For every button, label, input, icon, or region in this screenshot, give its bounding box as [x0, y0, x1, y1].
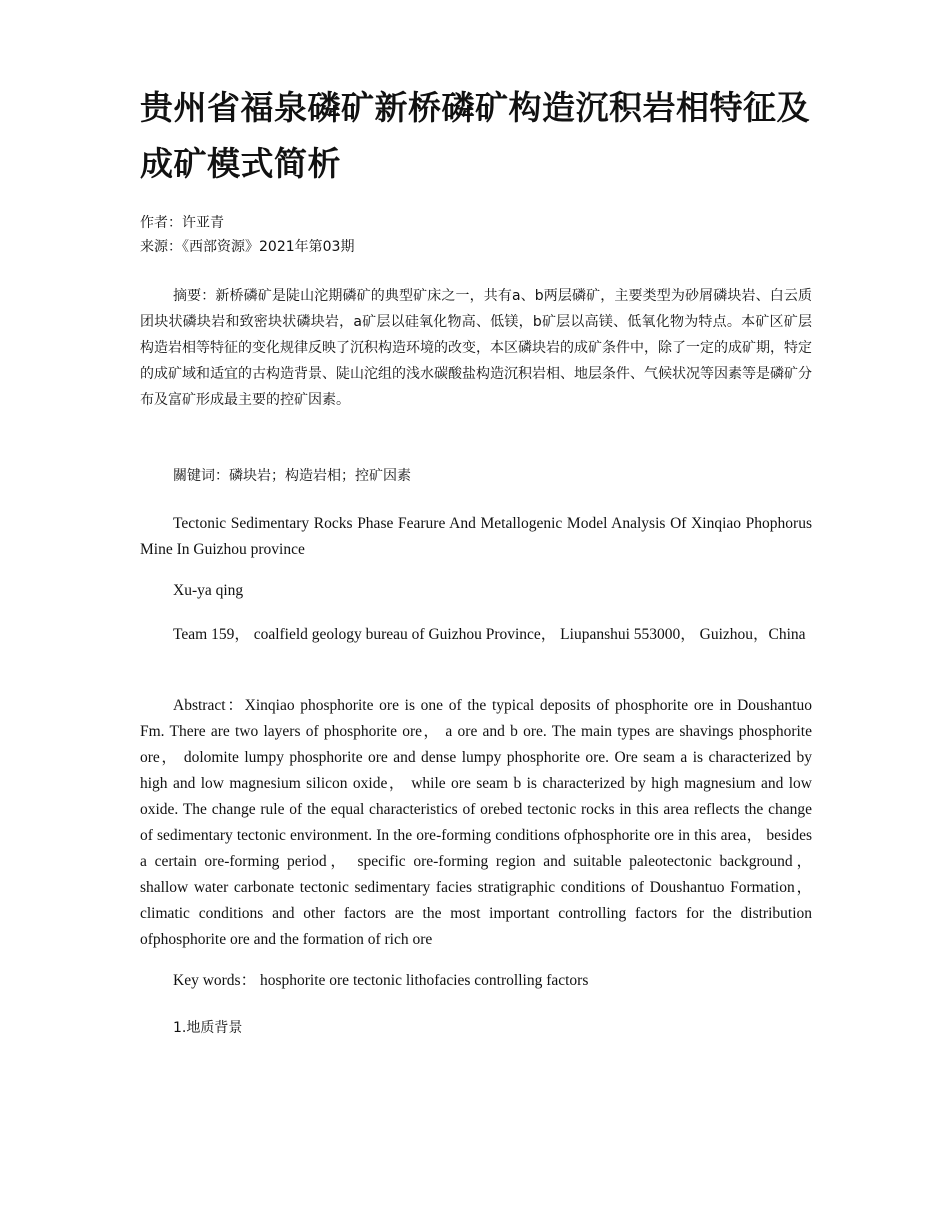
article-meta: [140, 211, 354, 259]
english-affiliation: Team 159， coalfield geology bureau of Guizhou Province， Liupanshui 553000， Guizhou，China: [173, 626, 806, 643]
abstract-english: Abstract：Xinqiao phosphorite ore is one of the typical deposits of phosphorite ore in Doushantuo Fm. There are two layers of phosphorite ore， a ore and b ore. The main types are shavings phosphorite ore， dolomite lumpy phosphorite ore and dense lumpy phosphorite ore. Ore seam a is characterized by high and low magnesium silicon oxide， while ore seam b is characterized by high magnesium and low oxide. The change rule of the equal characteristics of orebed tectonic rocks in this area reflects the change of sedimentary tectonic environment. In the ore-forming conditions ofphosphorite ore in this area， besides a certain ore-forming period， specific ore-forming region and suitable paleotectonic background， shallow water carbonate tectonic sedimentary facies stratigraphic conditions of Doushantuo Formation， climatic conditions and other factors are the most important controlling factors for the distribution ofphosphorite ore and the formation of rich ore: [140, 697, 812, 948]
english-author: Xu-ya qing: [173, 582, 244, 599]
keywords-english: Key words： hosphorite ore tectonic lithofacies controlling factors: [173, 972, 589, 989]
abstract-chinese: 摘要：新桥磷矿是陡山沱期磷矿的典型矿床之一，共有a、b两层磷矿，主要类型为砂屑磷块岩、白云质团块状磷块岩和致密块状磷块岩，a矿层以硅氧化物高、低镁，b矿层以高镁、低氧化物为特点。本矿区矿层构造岩相等特征的变化规律反映了沉积构造环境的改变，本区磷块岩的成矿条件中，除了一定的成矿期，特定的成矿域和适宜的古构造背景、陡山沱组的浅水碳酸盐构造沉积岩相、地层条件、气候状况等因素等是磷矿分布及富矿形成最主要的控矿因素。: [140, 288, 812, 408]
keywords-chinese: 關键词：磷块岩；构造岩相；控矿因素: [173, 468, 411, 484]
author-line: 作者：许亚青: [140, 215, 224, 231]
article-title: 贵州省福泉磷矿新桥磷矿构造沉积岩相特征及成矿模式简析: [140, 88, 810, 183]
english-title: Tectonic Sedimentary Rocks Phase Fearure And Metallogenic Model Analysis Of Xinqiao Phophorus Mine In Guizhou province: [140, 515, 812, 558]
section-heading-1: 1.地质背景: [173, 1020, 243, 1036]
source-line: 来源：《西部资源》2021年第03期: [140, 239, 355, 255]
